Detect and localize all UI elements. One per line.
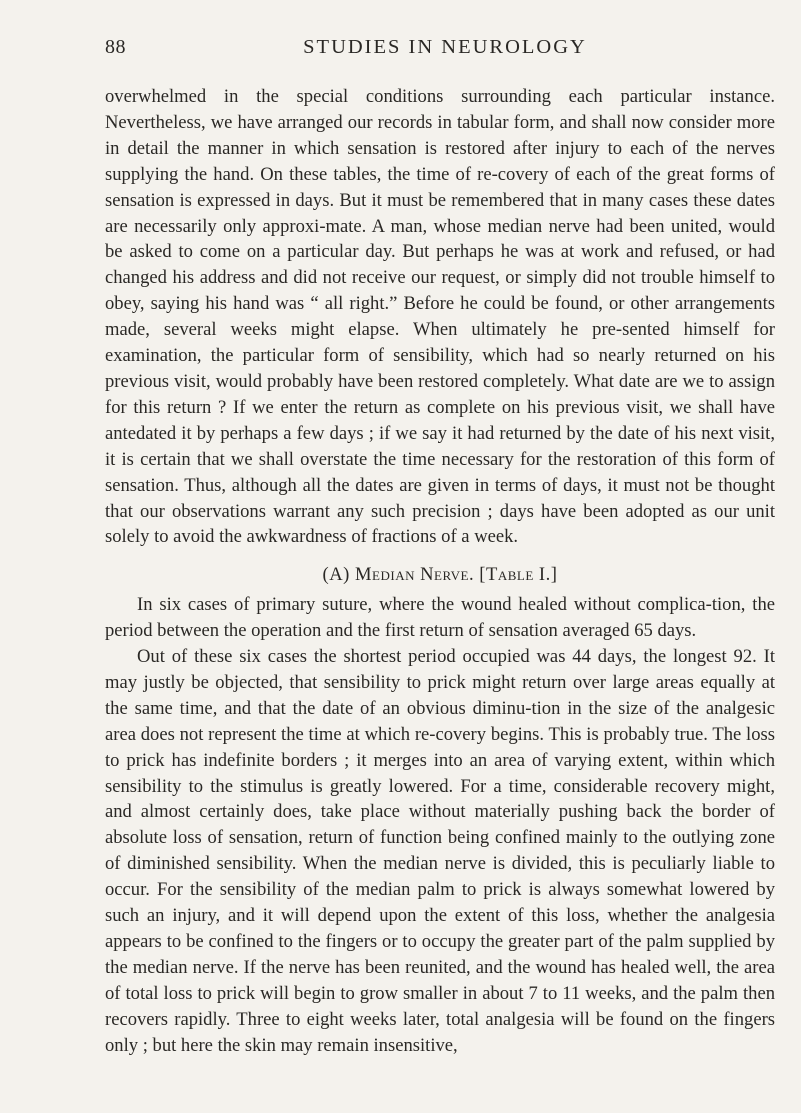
table-reference: [Table I.]	[479, 564, 558, 586]
paragraph-2: In six cases of primary suture, where the wound healed without complica-tion, the period between the operation and the first return of sensation averaged 65 days.	[105, 594, 775, 642]
section-title: Median Nerve.	[355, 564, 475, 586]
running-head	[105, 36, 775, 70]
book-page	[105, 36, 775, 1059]
paragraph-1: overwhelmed in the special conditions surrounding each particular instance. Nevertheless, we have arranged our records in tabular form, and shall now consider more in detail the manner in which sensation is restored after injury to each of the nerves supplying the hand. On these tables, the time of re-covery of each of the great forms of sensation is expressed in days. But it must be remembered that in many cases these dates are necessarily only approxi-mate. A man, whose median nerve had been united, would be asked to come on a particular day. But perhaps he was at work and refused, or had changed his address and did not receive our request, or simply did not trouble himself to obey, saying his hand was “ all right.” Before he could be found, or other arrangements made, several weeks might elapse. When ultimately he pre-sented himself for examination, the particular form of sensibility, which had so nearly returned on his previous visit, would probably have been restored completely. What date are we to assign for this return ? If we enter the return as complete on his previous visit, we shall have antedated it by perhaps a few days ; if we say it had returned by the date of his next visit, it is certain that we shall overstate the time necessary for the restoration of this form of sensation. Thus, although all the dates are given in terms of days, it must not be thought that our observations warrant any such precision ; days have been adopted as our unit solely to avoid the awkwardness of fractions of a week.	[105, 86, 775, 548]
page-number: 88	[105, 36, 126, 58]
running-title: STUDIES IN NEUROLOGY	[303, 36, 587, 58]
body-text	[105, 84, 775, 1059]
paragraph-3: Out of these six cases the shortest period occupied was 44 days, the longest 92. It may justly be objected, that sensibility to prick might return over large areas equally at the same time, and that the date of an obvious diminu-tion in the size of the analgesic area does not represent the time at which re-covery begins. This is probably true. The loss to prick has indefinite borders ; it merges into an area of varying extent, within which sensibility to the stimulus is greatly lowered. For a time, considerable recovery might, and almost certainly does, take place without materially pushing back the border of absolute loss of sensation, return of function being confined mainly to the outlying zone of diminished sensibility. When the median nerve is divided, this is peculiarly liable to occur. For the sensibility of the median palm to prick is always somewhat lowered by such an injury, and it will depend upon the extent of this loss, whether the analgesia appears to be confined to the fingers or to occupy the greater part of the palm supplied by the median nerve. If the nerve has been reunited, and the wound has healed well, the area of total loss to prick will begin to grow smaller in about 7 to 11 weeks, and the palm then recovers rapidly. Three to eight weeks later, total analgesia will be found on the fingers only ; but here the skin may remain insensitive,	[105, 646, 775, 1056]
section-label: (A)	[322, 564, 350, 586]
section-heading	[105, 562, 775, 588]
